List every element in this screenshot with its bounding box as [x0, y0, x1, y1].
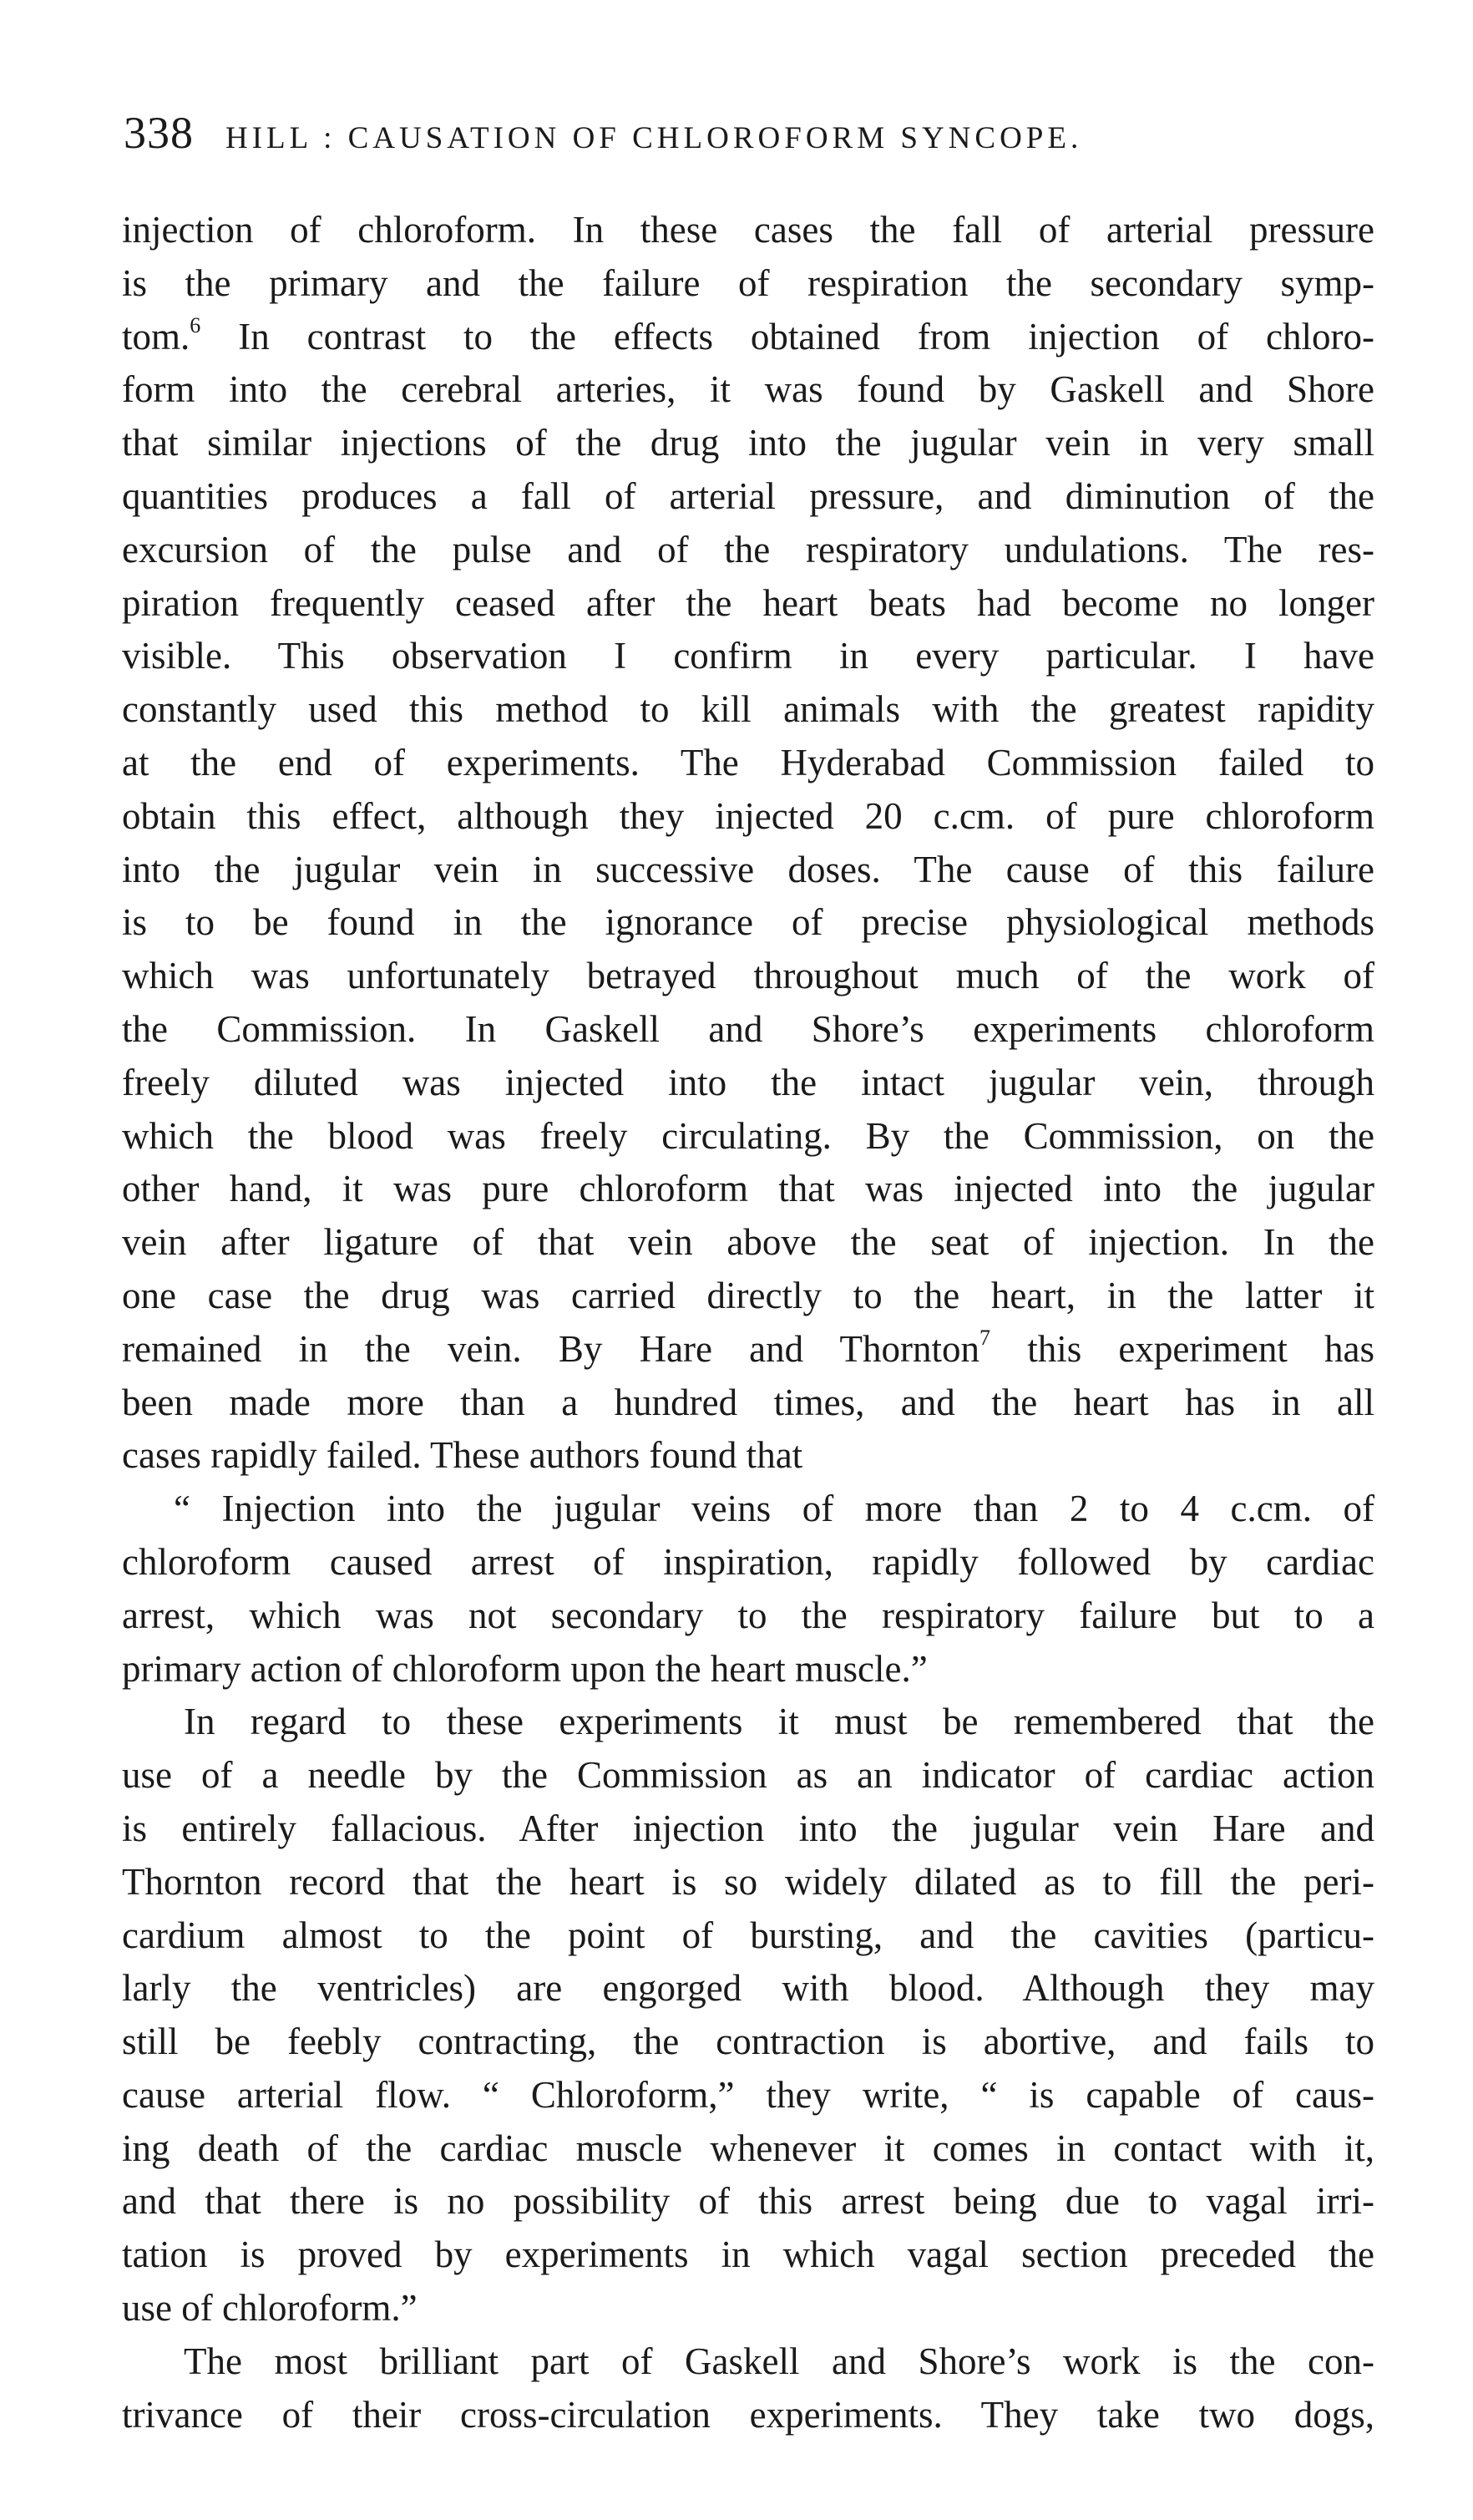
text-line-content: primary action of chloroform upon the heart muscle.”	[122, 1647, 928, 1690]
text-line-content: cardium almost to the point of bursting, and the cavities (particu-	[122, 1914, 1374, 1956]
text-line-content: injection of chloroform. In these cases the fall of arterial pressure	[122, 209, 1374, 251]
text-line-content: arrest, which was not secondary to the respiratory failure but to a	[122, 1594, 1374, 1636]
text-line	[122, 896, 1374, 950]
text-line	[122, 311, 1374, 364]
text-line	[122, 257, 1374, 311]
text-line-content: freely diluted was injected into the intact jugular vein, through	[122, 1061, 1374, 1103]
text-line-content: one case the drug was carried directly to the heart, in the latter it	[122, 1274, 1374, 1316]
text-line	[122, 844, 1374, 897]
text-line	[122, 1429, 1374, 1483]
text-line	[122, 950, 1374, 1003]
text-line	[122, 1057, 1374, 1110]
text-line	[122, 2282, 1374, 2335]
running-title: HILL : CAUSATION OF CHLOROFORM SYNCOPE.	[225, 121, 1083, 155]
text-line	[122, 737, 1374, 790]
text-line-content: larly the ventricles) are engorged with blood. Although they may	[122, 1967, 1374, 2010]
text-line-content: quantities produces a fall of arterial pressure, and diminution of the	[122, 474, 1374, 517]
text-line-content: use of chloroform.”	[122, 2287, 418, 2330]
text-line-content: which the blood was freely circulating. By the Commission, on the	[122, 1114, 1374, 1157]
footnote-reference: 6	[190, 312, 201, 337]
body-text	[122, 204, 1374, 2441]
text-line	[122, 1003, 1374, 1057]
text-line-continuation: In contrast to the effects obtained from injection of chloro-	[200, 315, 1374, 357]
text-line-content: Thornton record that the heart is so widely dilated as to fill the peri-	[122, 1860, 1374, 1903]
text-line	[122, 1696, 1374, 1749]
text-line	[122, 2228, 1374, 2282]
text-line	[122, 1749, 1374, 1803]
text-line	[122, 790, 1374, 844]
text-line	[122, 1323, 1374, 1377]
text-line-content: ing death of the cardiac muscle whenever it comes in contact with it,	[122, 2127, 1374, 2169]
text-line	[122, 1909, 1374, 1963]
text-line-content: chloroform caused arrest of inspiration, rapidly followed by cardiac	[122, 1540, 1374, 1583]
text-line	[122, 470, 1374, 524]
text-line-content: obtain this effect, although they injected 20 c.cm. of pure chloroform	[122, 794, 1374, 837]
text-line-content: trivance of their cross-circulation experiments. They take two dogs,	[122, 2393, 1374, 2436]
text-line	[122, 2015, 1374, 2069]
text-line-continuation: this experiment has	[990, 1327, 1374, 1370]
text-line-content: vein after ligature of that vein above the seat of injection. In the	[122, 1221, 1374, 1264]
footnote-reference: 7	[979, 1325, 991, 1350]
text-line-content: into the jugular vein in successive doses. The cause of this failure	[122, 848, 1374, 890]
text-line-content: “ Injection into the jugular veins of more than 2 to 4 c.cm. of	[174, 1488, 1374, 1530]
text-line-content: that similar injections of the drug into the jugular vein in very small	[122, 422, 1374, 464]
text-line	[122, 577, 1374, 631]
text-line	[122, 1163, 1374, 1216]
text-line	[122, 1643, 1374, 1696]
text-line-content: tation is proved by experiments in which vagal section preceded the	[122, 2234, 1374, 2276]
text-line	[122, 204, 1374, 257]
text-line	[122, 630, 1374, 683]
text-line-content: use of a needle by the Commission as an indicator of cardiac action	[122, 1754, 1374, 1797]
text-line-content: form into the cerebral arteries, it was found by Gaskell and Shore	[122, 368, 1374, 411]
text-line	[122, 1856, 1374, 1909]
text-line-content: cases rapidly failed. These authors found that	[122, 1434, 803, 1477]
text-line	[122, 2069, 1374, 2122]
text-line-content: cause arterial flow. “ Chloroform,” they write, “ is capable of caus-	[122, 2073, 1374, 2116]
text-line	[122, 2389, 1374, 2442]
text-line	[122, 1270, 1374, 1323]
text-line-content: In regard to these experiments it must be remembered that the	[184, 1701, 1374, 1743]
text-line	[122, 2122, 1374, 2176]
text-line	[122, 2175, 1374, 2228]
text-line-content: still be feebly contracting, the contraction is abortive, and fails to	[122, 2021, 1374, 2063]
text-line	[122, 1536, 1374, 1590]
text-line-content: and that there is no possibility of this arrest being due to vagal irri-	[122, 2180, 1374, 2223]
text-line	[122, 1962, 1374, 2015]
text-line-content: which was unfortunately betrayed throughout much of the work of	[122, 955, 1374, 997]
text-line	[122, 1590, 1374, 1643]
text-line	[122, 1110, 1374, 1164]
running-head	[124, 107, 1393, 165]
text-line	[122, 683, 1374, 737]
text-line-content: been made more than a hundred times, and the heart has in all	[122, 1381, 1374, 1423]
text-line	[122, 1377, 1374, 1430]
text-line-content: constantly used this method to kill animals with the greatest rapidity	[122, 688, 1374, 731]
text-line	[122, 524, 1374, 577]
text-line-content: other hand, it was pure chloroform that was injected into the jugular	[122, 1168, 1374, 1210]
text-line-content: piration frequently ceased after the heart beats had become no longer	[122, 581, 1374, 624]
text-line-content: is entirely fallacious. After injection into the jugular vein Hare and	[122, 1807, 1374, 1849]
text-line	[122, 1216, 1374, 1270]
text-line-content: The most brilliant part of Gaskell and Shore’s work is the con-	[184, 2340, 1374, 2382]
text-line-content: visible. This observation I confirm in every particular. I have	[122, 635, 1374, 677]
text-line-content: remained in the vein. By Hare and Thornton	[122, 1327, 980, 1370]
text-line	[122, 417, 1374, 470]
text-line-content: is to be found in the ignorance of precise physiological methods	[122, 901, 1374, 944]
text-line-content: tom.	[122, 315, 190, 357]
text-line	[122, 1483, 1374, 1536]
text-line-content: is the primary and the failure of respiration the secondary symp-	[122, 261, 1374, 304]
page-number: 338	[124, 108, 194, 158]
text-line-content: excursion of the pulse and of the respiratory undulations. The res-	[122, 528, 1374, 570]
text-line	[122, 363, 1374, 417]
text-line-content: the Commission. In Gaskell and Shore’s experiments chloroform	[122, 1007, 1374, 1050]
text-line	[122, 2335, 1374, 2389]
text-line	[122, 1803, 1374, 1856]
text-line-content: at the end of experiments. The Hyderabad Commission failed to	[122, 741, 1374, 783]
